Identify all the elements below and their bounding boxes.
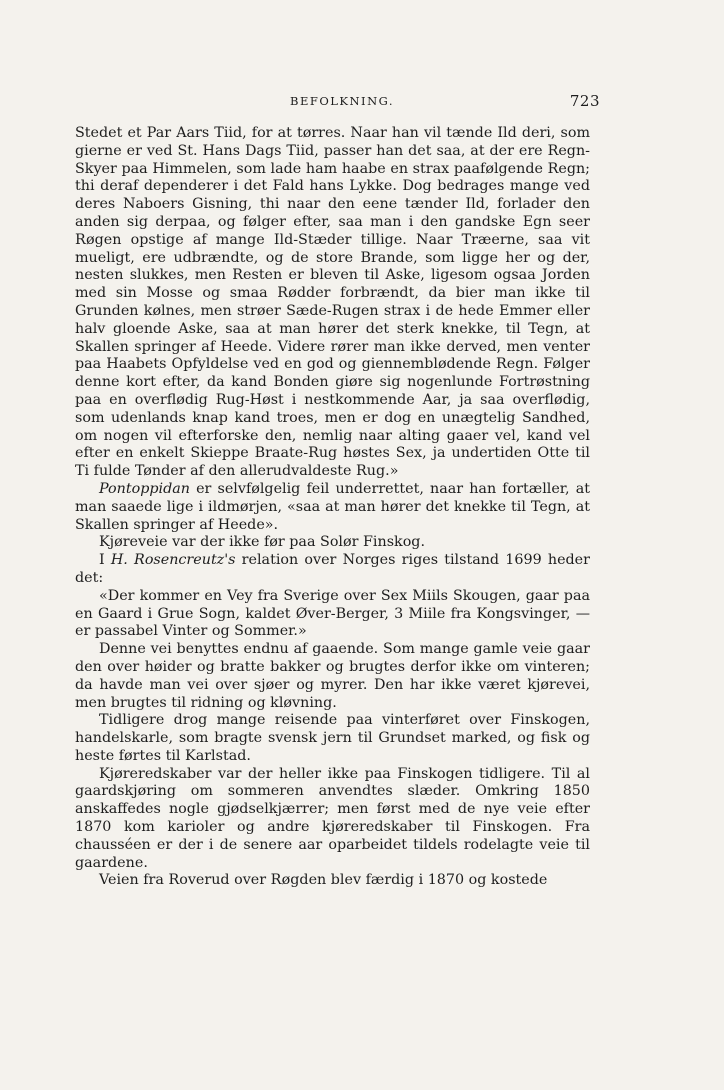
paragraph [75, 641, 590, 712]
page-number: 723 [569, 92, 600, 110]
paragraph-text: Stedet et Par Aars Tiid, for at tørres. Naar han vil tænde Ild deri, som gierne er ved St. Hans Dags Tiid, passer han det saa, at der ere Regn-Skyer paa Himmelen, som lade ham haabe en strax paafølgende Regn; thi deraf dependerer i det Fald hans Lykke. Dog bedrages mange ved deres Naboers Gisning, thi naar den eene tænder Ild, forlader den anden sig derpaa, og følger efter, saa man i den gandske Egn seer Røgen opstige af mange Ild-Stæder tillige. Naar Træerne, saa vit mueligt, ere udbrændte, og de store Brande, som ligge her og der, nesten slukkes, men Resten er bleven til Aske, ligesom ogsaa Jorden med sin Mosse og smaa Rødder forbrændt, da bier man ikke til Grunden kølnes, men strøer Sæde-Rugen strax i de hede Emmer eller halv gloende Aske, saa at man hører det sterk knekke, til Tegn, at Skallen springer af Heede. Videre rører man ikke derved, men venter paa Haabets Opfyldelse ved en god og giennemblødende Regn. Følger denne kort efter, da kand Bonden giøre sig nogenlunde Fortrøstning paa en overflødig Rug-Høst i nestkommende Aar, ja saa overflødig, som udenlands knap kand troes, men er dog en unægtelig Sandhed, om nogen vil efterforske den, nemlig naar alting gaaer vel, kand vel efter en enkelt Skieppe Braate-Rug høstes Sex, ja undertiden Otte til Ti fulde Tønder af den allerudvaldeste Rug.» [75, 125, 590, 480]
paragraph [75, 534, 590, 552]
paragraph-text: Veien fra Roverud over Røgden blev færdig i 1870 og kostede [99, 872, 548, 889]
paragraph [75, 481, 590, 534]
paragraph-text: Denne vei benyttes endnu af gaaende. Som mange gamle veie gaar den over høider og bratte bakker og brugtes derfor ikke om vinteren; da havde man vei over sjøer og myrer. Den har ikke været kjørevei, men brugtes til ridning og kløvning. [75, 641, 590, 711]
paragraph-text: er selvfølgelig feil underrettet, naar han fortæller, at man saaede lige i ildmørjen, «saa at man hører det knekke til Tegn, at Skallen springer af Heede». [75, 480, 590, 533]
paragraph [75, 712, 590, 765]
body-text [75, 125, 590, 890]
running-title: BEFOLKNING. [290, 94, 395, 108]
paragraph-text: Kjøreveie var der ikke før paa Solør Finskog. [99, 534, 425, 551]
paragraph-text: Tidligere drog mange reisende paa vinterføret over Finskogen, handelskarle, som bragte svensk jern til Grundset marked, og fisk og heste førtes til Karlstad. [75, 712, 590, 764]
paragraph [75, 588, 590, 641]
paragraph [75, 872, 590, 890]
paragraph [75, 766, 590, 873]
running-head [75, 94, 600, 114]
italic-text: H. Rosencreutz's [110, 552, 236, 569]
italic-text: Pontoppidan [99, 480, 190, 497]
paragraph-text: «Der kommer en Vey fra Sverige over Sex Miils Skougen, gaar paa en Gaard i Grue Sogn, kaldet Øver-Berger, 3 Miile fra Kongsvinger, — er passabel Vinter og Sommer.» [75, 587, 590, 640]
paragraph-text: Kjøreredskaber var der heller ikke paa Finskogen tidligere. Til al gaardskjøring om sommeren anvendtes slæder. Omkring 1850 anskaffedes nogle gjødselkjærrer; men først med de nye veie efter 1870 kom karioler og andre kjøreredskaber til Finskogen. Fra chausséen er der i de senere aar oparbeidet tildels rodelagte veie til gaardene. [75, 765, 590, 871]
paragraph-text: relation over Norges riges tilstand 1699 heder det: [75, 552, 590, 586]
paragraph [75, 552, 590, 588]
paragraph [75, 125, 590, 481]
paragraph-text: I [99, 552, 111, 569]
